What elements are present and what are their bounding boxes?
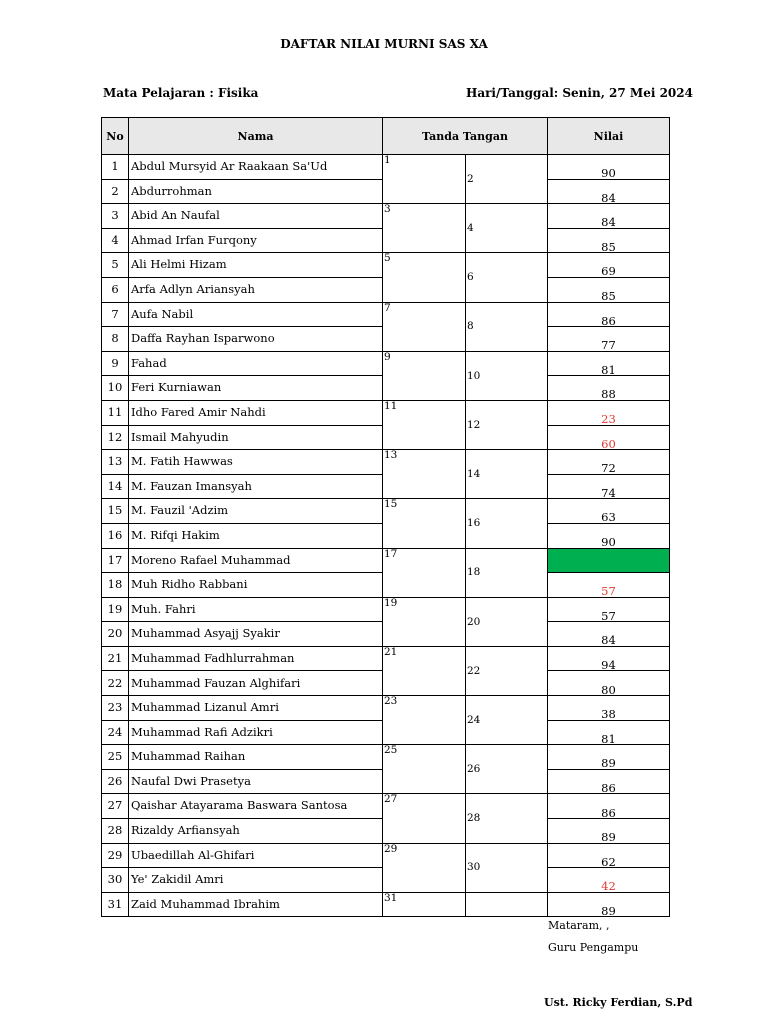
student-name: Muhammad Fauzan Alghifari — [129, 671, 383, 696]
score-cell — [548, 523, 670, 548]
signature-number: 19 — [384, 596, 398, 609]
score-cell — [548, 277, 670, 302]
table-row — [102, 302, 670, 327]
student-name: M. Fauzil 'Adzim — [129, 499, 383, 524]
score-cell — [548, 868, 670, 893]
score-value: 84 — [601, 190, 616, 205]
signature-cell — [466, 794, 548, 843]
table-row — [102, 794, 670, 819]
score-cell — [548, 376, 670, 401]
score-value: 85 — [601, 289, 616, 304]
signature-number: 27 — [384, 793, 398, 806]
score-value: 88 — [601, 387, 616, 402]
student-name: M. Rifqi Hakim — [129, 523, 383, 548]
signature-cell — [466, 696, 548, 745]
score-value: 72 — [601, 461, 616, 476]
score-cell — [548, 179, 670, 204]
row-number: 15 — [102, 499, 129, 524]
score-cell — [548, 671, 670, 696]
signature-role: Guru Pengampu — [548, 941, 639, 954]
row-number: 16 — [102, 523, 129, 548]
row-number: 6 — [102, 277, 129, 302]
score-cell — [548, 450, 670, 475]
row-number: 4 — [102, 228, 129, 253]
signature-number: 25 — [384, 744, 398, 757]
student-name: Ahmad Irfan Furqony — [129, 228, 383, 253]
score-value: 85 — [601, 239, 616, 254]
table-header-row — [102, 118, 670, 155]
score-cell — [548, 474, 670, 499]
score-value: 81 — [601, 362, 616, 377]
row-number: 20 — [102, 622, 129, 647]
signature-number: 13 — [384, 449, 398, 462]
score-value: 23 — [601, 412, 616, 427]
score-value: 38 — [601, 707, 616, 722]
student-name: Ismail Mahyudin — [129, 425, 383, 450]
table-row — [102, 204, 670, 229]
table-row — [102, 646, 670, 671]
score-cell — [548, 622, 670, 647]
score-value: 80 — [601, 682, 616, 697]
signature-number: 8 — [467, 320, 474, 333]
score-value: 81 — [601, 731, 616, 746]
score-cell — [548, 843, 670, 868]
row-number: 24 — [102, 720, 129, 745]
score-value: 57 — [601, 608, 616, 623]
signature-number: 20 — [467, 615, 481, 628]
score-cell — [548, 253, 670, 278]
signature-cell — [466, 548, 548, 597]
table-row — [102, 450, 670, 475]
score-cell — [548, 696, 670, 721]
row-number: 3 — [102, 204, 129, 229]
row-number: 13 — [102, 450, 129, 475]
score-cell — [548, 720, 670, 745]
score-cell — [548, 745, 670, 770]
table-row — [102, 155, 670, 180]
signature-number: 28 — [467, 812, 481, 825]
student-name: Naufal Dwi Prasetya — [129, 769, 383, 794]
signature-cell — [466, 351, 548, 400]
signature-number: 31 — [384, 891, 398, 904]
signature-cell — [466, 843, 548, 892]
signature-cell — [383, 696, 466, 745]
signature-cell — [383, 450, 466, 499]
row-number: 11 — [102, 400, 129, 425]
table-row — [102, 597, 670, 622]
score-value: 74 — [601, 485, 616, 500]
signature-number: 5 — [384, 252, 391, 265]
score-cell — [548, 769, 670, 794]
score-value: 63 — [601, 510, 616, 525]
student-name: Abdurrohman — [129, 179, 383, 204]
score-cell — [548, 204, 670, 229]
row-number: 29 — [102, 843, 129, 868]
signature-number: 17 — [384, 547, 398, 560]
score-cell — [548, 499, 670, 524]
signature-cell — [466, 155, 548, 204]
date-label: Hari/Tanggal: Senin, 27 Mei 2024 — [466, 86, 693, 100]
student-name: Feri Kurniawan — [129, 376, 383, 401]
signature-cell — [383, 204, 466, 253]
student-name: Rizaldy Arfiansyah — [129, 819, 383, 844]
signature-number: 30 — [467, 861, 481, 874]
signature-number: 6 — [467, 271, 474, 284]
student-name: Zaid Muhammad Ibrahim — [129, 892, 383, 917]
student-name: Abid An Naufal — [129, 204, 383, 229]
score-cell — [548, 302, 670, 327]
table-row — [102, 351, 670, 376]
signature-number: 23 — [384, 695, 398, 708]
row-number: 30 — [102, 868, 129, 893]
signature-number: 22 — [467, 664, 481, 677]
row-number: 14 — [102, 474, 129, 499]
score-value: 84 — [601, 633, 616, 648]
row-number: 22 — [102, 671, 129, 696]
score-value: 89 — [601, 903, 616, 918]
table-row — [102, 499, 670, 524]
score-value: 89 — [601, 756, 616, 771]
score-value: 62 — [601, 854, 616, 869]
signature-number: 2 — [467, 172, 474, 185]
score-value: 86 — [601, 805, 616, 820]
student-name: Idho Fared Amir Nahdi — [129, 400, 383, 425]
signature-place: Mataram, , — [548, 919, 610, 932]
score-cell — [548, 351, 670, 376]
score-cell — [548, 327, 670, 352]
row-number: 12 — [102, 425, 129, 450]
signature-cell — [383, 155, 466, 204]
score-cell — [548, 400, 670, 425]
score-value: 77 — [601, 338, 616, 353]
score-value: 86 — [601, 313, 616, 328]
signature-cell — [466, 450, 548, 499]
signature-number: 21 — [384, 645, 398, 658]
row-number: 17 — [102, 548, 129, 573]
table-row — [102, 253, 670, 278]
student-name: Daffa Rayhan Isparwono — [129, 327, 383, 352]
signature-number: 9 — [384, 350, 391, 363]
signature-cell — [383, 499, 466, 548]
signature-number: 24 — [467, 713, 481, 726]
score-cell — [548, 228, 670, 253]
signature-number: 14 — [467, 467, 481, 480]
student-name: Fahad — [129, 351, 383, 376]
student-name: Muhammad Rafi Adzikri — [129, 720, 383, 745]
column-header-signature: Tanda Tangan — [383, 118, 548, 155]
score-value: 86 — [601, 780, 616, 795]
student-name: Muh. Fahri — [129, 597, 383, 622]
table-row — [102, 843, 670, 868]
signature-cell — [466, 499, 548, 548]
signature-cell — [383, 597, 466, 646]
row-number: 27 — [102, 794, 129, 819]
score-value: 89 — [601, 830, 616, 845]
column-header-score: Nilai — [548, 118, 670, 155]
score-cell — [548, 646, 670, 671]
signature-cell — [466, 204, 548, 253]
signature-number: 11 — [384, 399, 398, 412]
score-value: 90 — [601, 166, 616, 181]
score-cell — [548, 794, 670, 819]
signature-number: 7 — [384, 301, 391, 314]
column-header-name: Nama — [129, 118, 383, 155]
row-number: 28 — [102, 819, 129, 844]
signature-cell — [383, 302, 466, 351]
table-row — [102, 548, 670, 573]
table-row — [102, 400, 670, 425]
score-cell — [548, 597, 670, 622]
row-number: 2 — [102, 179, 129, 204]
student-name: Muh Ridho Rabbani — [129, 573, 383, 598]
signature-number: 16 — [467, 517, 481, 530]
student-name: Muhammad Lizanul Amri — [129, 696, 383, 721]
signature-cell — [466, 646, 548, 695]
row-number: 10 — [102, 376, 129, 401]
row-number: 18 — [102, 573, 129, 598]
score-value: 69 — [601, 264, 616, 279]
signature-number: 26 — [467, 763, 481, 776]
row-number: 21 — [102, 646, 129, 671]
signature-number: 12 — [467, 418, 481, 431]
student-name: Ali Helmi Hizam — [129, 253, 383, 278]
signature-cell — [383, 548, 466, 597]
subject-label: Mata Pelajaran : Fisika — [103, 86, 259, 100]
signature-cell — [383, 892, 466, 917]
row-number: 9 — [102, 351, 129, 376]
signature-cell — [466, 745, 548, 794]
signature-cell — [466, 597, 548, 646]
student-name: Aufa Nabil — [129, 302, 383, 327]
signature-cell — [383, 843, 466, 892]
signature-number: 3 — [384, 203, 391, 216]
table-row — [102, 696, 670, 721]
score-cell — [548, 892, 670, 917]
grades-table — [101, 117, 670, 917]
student-name: M. Fauzan Imansyah — [129, 474, 383, 499]
table-row — [102, 892, 670, 917]
signature-number: 18 — [467, 566, 481, 579]
row-number: 7 — [102, 302, 129, 327]
signature-number: 10 — [467, 369, 481, 382]
student-name: Moreno Rafael Muhammad — [129, 548, 383, 573]
signature-cell — [383, 351, 466, 400]
student-name: Ubaedillah Al-Ghifari — [129, 843, 383, 868]
signature-cell — [383, 400, 466, 449]
signature-cell — [466, 400, 548, 449]
row-number: 31 — [102, 892, 129, 917]
row-number: 19 — [102, 597, 129, 622]
row-number: 25 — [102, 745, 129, 770]
signature-cell — [383, 745, 466, 794]
student-name: Arfa Adlyn Ariansyah — [129, 277, 383, 302]
student-name: Muhammad Asyajj Syakir — [129, 622, 383, 647]
score-cell — [548, 819, 670, 844]
signature-cell — [383, 646, 466, 695]
signature-cell — [466, 892, 548, 917]
row-number: 5 — [102, 253, 129, 278]
table-body — [102, 155, 670, 917]
signature-cell — [466, 253, 548, 302]
score-cell — [548, 155, 670, 180]
table-row — [102, 745, 670, 770]
teacher-name: Ust. Ricky Ferdian, S.Pd — [544, 996, 693, 1009]
score-cell — [548, 573, 670, 598]
score-value: 90 — [601, 535, 616, 549]
score-value: 84 — [601, 215, 616, 230]
signature-number: 1 — [384, 154, 391, 166]
student-name: Qaishar Atayarama Baswara Santosa — [129, 794, 383, 819]
row-number: 23 — [102, 696, 129, 721]
row-number: 1 — [102, 155, 129, 180]
column-header-no: No — [102, 118, 129, 155]
signature-number: 29 — [384, 842, 398, 855]
student-name: Muhammad Raihan — [129, 745, 383, 770]
document-title: DAFTAR NILAI MURNI SAS XA — [280, 37, 488, 51]
student-name: M. Fatih Hawwas — [129, 450, 383, 475]
score-value: 57 — [601, 584, 616, 599]
signature-cell — [466, 302, 548, 351]
score-cell — [548, 425, 670, 450]
signature-number: 4 — [467, 222, 474, 235]
signature-cell — [383, 794, 466, 843]
signature-number: 15 — [384, 498, 398, 511]
score-cell — [548, 548, 670, 573]
row-number: 8 — [102, 327, 129, 352]
signature-cell — [383, 253, 466, 302]
student-name: Ye' Zakidil Amri — [129, 868, 383, 893]
score-value: 94 — [601, 657, 616, 672]
score-value: 42 — [601, 879, 616, 894]
row-number: 26 — [102, 769, 129, 794]
student-name: Muhammad Fadhlurrahman — [129, 646, 383, 671]
score-value: 60 — [601, 436, 616, 451]
student-name: Abdul Mursyid Ar Raakaan Sa'Ud — [129, 155, 383, 180]
